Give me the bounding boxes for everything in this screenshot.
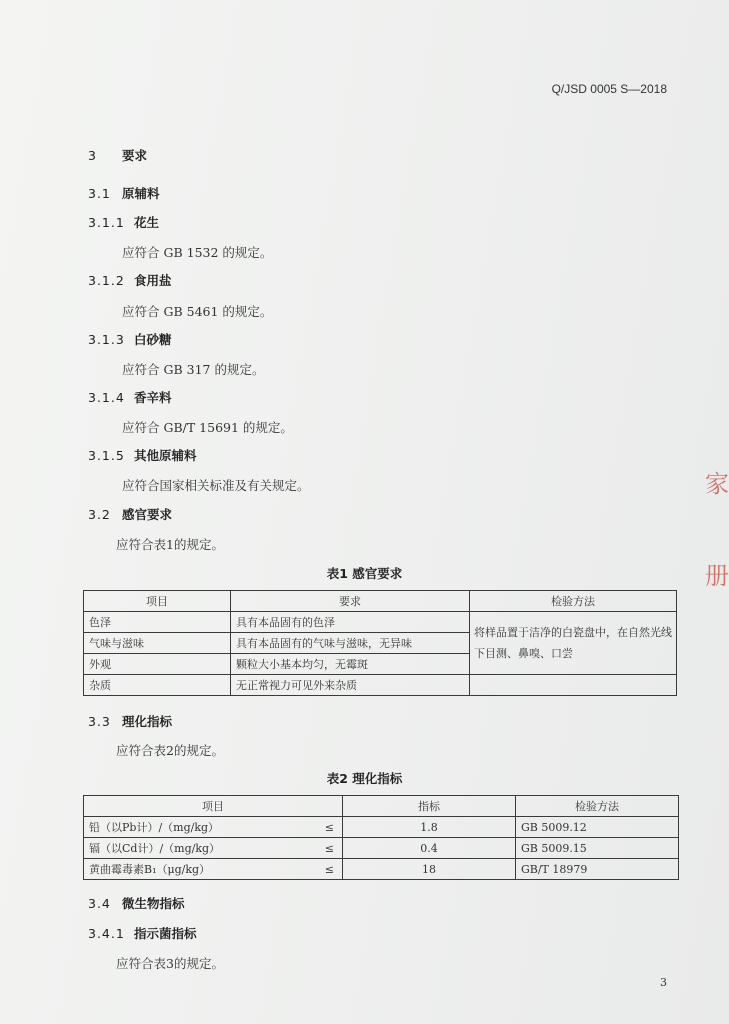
item-cell: 铅（以Pb计）/（mg/kg）: [84, 817, 275, 838]
table2-caption: 表2 理化指标: [326, 771, 403, 786]
table1-caption: 表1 感官要求: [326, 566, 403, 581]
table-header-cell: 检验方法: [515, 796, 678, 817]
table-header-row: [84, 796, 679, 817]
section-3-1-3-text: 应符合 GB 317 的规定。: [122, 362, 265, 377]
requirement-cell: 颗粒大小基本均匀，无霉斑: [231, 654, 470, 675]
table-row: [84, 817, 679, 838]
section-3-1-heading: 3.1 原辅料: [88, 186, 160, 201]
item-cell: 气味与滋味: [84, 633, 231, 654]
stamp-fragment: 家: [705, 470, 729, 498]
standard-code: Q/JSD 0005 S—2018: [551, 82, 667, 96]
table-header-cell: 要求: [231, 591, 470, 612]
method-cell: 将样品置于洁净的白瓷盘中，在自然光线下目测、鼻嗅、口尝: [470, 612, 677, 675]
section-3-1-4-heading: 3.1.4 香辛料: [88, 390, 172, 405]
item-cell: 镉（以Cd计）/（mg/kg）: [84, 838, 275, 859]
table-header-cell: 项目: [84, 591, 231, 612]
section-3-1-1-heading: 3.1.1 花生: [88, 215, 160, 230]
section-3-4-1-text: 应符合表3的规定。: [116, 956, 224, 971]
table-header-cell: 项目: [84, 796, 343, 817]
method-cell: GB 5009.15: [515, 838, 678, 859]
requirement-cell: 具有本品固有的气味与滋味，无异味: [231, 633, 470, 654]
section-3-1-5-text: 应符合国家相关标准及有关规定。: [122, 478, 310, 493]
section-3-3-heading: 3.3 理化指标: [88, 714, 173, 729]
page-number: 3: [660, 976, 667, 989]
operator-cell: ≤: [274, 859, 342, 880]
section-3-1-2-heading: 3.1.2 食用盐: [88, 273, 172, 288]
item-cell: 杂质: [84, 675, 231, 696]
empty-cell: [470, 675, 677, 696]
section-3-1-4-text: 应符合 GB/T 15691 的规定。: [122, 420, 293, 435]
operator-cell: ≤: [274, 838, 342, 859]
item-cell: 外观: [84, 654, 231, 675]
physicochemical-table: [83, 795, 679, 880]
stamp-fragment: 册: [705, 562, 729, 590]
method-cell: GB 5009.12: [515, 817, 678, 838]
section-3-2-text: 应符合表1的规定。: [116, 537, 224, 552]
section-3-1-2-text: 应符合 GB 5461 的规定。: [122, 304, 273, 319]
table-row: [84, 859, 679, 880]
section-3-4-1-heading: 3.4.1 指示菌指标: [88, 926, 197, 941]
value-cell: 0.4: [342, 838, 515, 859]
section-3-heading: 3 要求: [88, 148, 148, 163]
requirement-cell: 无正常视力可见外来杂质: [231, 675, 470, 696]
section-3-1-5-heading: 3.1.5 其他原辅料: [88, 448, 197, 463]
table-row: [84, 612, 677, 633]
section-3-1-3-heading: 3.1.3 白砂糖: [88, 332, 172, 347]
requirement-cell: 具有本品固有的色泽: [231, 612, 470, 633]
value-cell: 1.8: [342, 817, 515, 838]
section-3-2-heading: 3.2 感官要求: [88, 507, 173, 522]
section-3-1-1-text: 应符合 GB 1532 的规定。: [122, 245, 273, 260]
operator-cell: ≤: [274, 817, 342, 838]
value-cell: 18: [342, 859, 515, 880]
method-cell: GB/T 18979: [515, 859, 678, 880]
table-header-cell: 检验方法: [470, 591, 677, 612]
table-row: [84, 675, 677, 696]
item-cell: 黄曲霉毒素B₁（μg/kg）: [84, 859, 275, 880]
item-cell: 色泽: [84, 612, 231, 633]
table-header-cell: 指标: [342, 796, 515, 817]
table-header-row: [84, 591, 677, 612]
section-3-4-heading: 3.4 微生物指标: [88, 896, 185, 911]
sensory-table: [83, 590, 677, 696]
table-row: [84, 838, 679, 859]
section-3-3-text: 应符合表2的规定。: [116, 743, 224, 758]
